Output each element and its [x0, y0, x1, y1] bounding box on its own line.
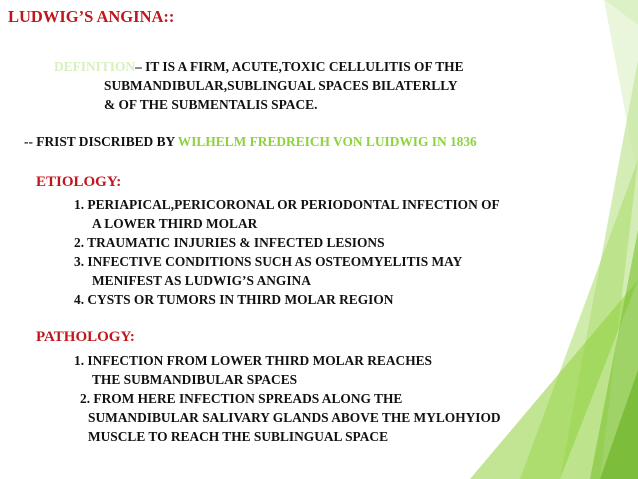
definition-text-1: – IT IS A FIRM, ACUTE,TOXIC CELLULITIS OF THE [135, 59, 464, 74]
definition-label: DEFINITION [54, 59, 136, 74]
etiology-item-4: 4. CYSTS OR TUMORS IN THIRD MOLAR REGION [74, 292, 394, 307]
definition-line-2: SUBMANDIBULAR,SUBLINGUAL SPACES BILATERLLY [104, 78, 458, 93]
etiology-heading: ETIOLOGY: [36, 174, 122, 190]
pathology-item-1-cont: THE SUBMANDIBULAR SPACES [92, 372, 298, 387]
etiology-item-1: 1. PERIAPICAL,PERICORONAL OR PERIODONTAL INFECTION OF [74, 197, 500, 212]
definition-line-3: & OF THE SUBMENTALIS SPACE. [104, 97, 318, 112]
first-described-line [24, 133, 477, 150]
pathology-item-2: 2. FROM HERE INFECTION SPREADS ALONG THE [80, 391, 403, 406]
first-described-name: WILHELM FREDREICH VON LUIDWIG IN 1836 [177, 134, 477, 149]
definition-line-1 [54, 58, 464, 75]
slide-title: LUDWIG’S ANGINA:: [8, 7, 175, 26]
etiology-item-1-cont: A LOWER THIRD MOLAR [92, 216, 258, 231]
etiology-item-2: 2. TRAUMATIC INJURIES & INFECTED LESIONS [74, 235, 385, 250]
etiology-item-3: 3. INFECTIVE CONDITIONS SUCH AS OSTEOMYELITIS MAY [74, 254, 463, 269]
pathology-item-2-cont: SUMANDIBULAR SALIVARY GLANDS ABOVE THE MYLOHYIOD [88, 410, 501, 425]
first-described-prefix: -- FRIST DISCRIBED BY [24, 134, 178, 149]
etiology-item-3-cont: MENIFEST AS LUDWIG’S ANGINA [92, 273, 311, 288]
pathology-item-2-cont-2: MUSCLE TO REACH THE SUBLINGUAL SPACE [88, 429, 388, 444]
pathology-item-1: 1. INFECTION FROM LOWER THIRD MOLAR REACHES [74, 353, 432, 368]
pathology-heading: PATHOLOGY: [36, 329, 135, 345]
